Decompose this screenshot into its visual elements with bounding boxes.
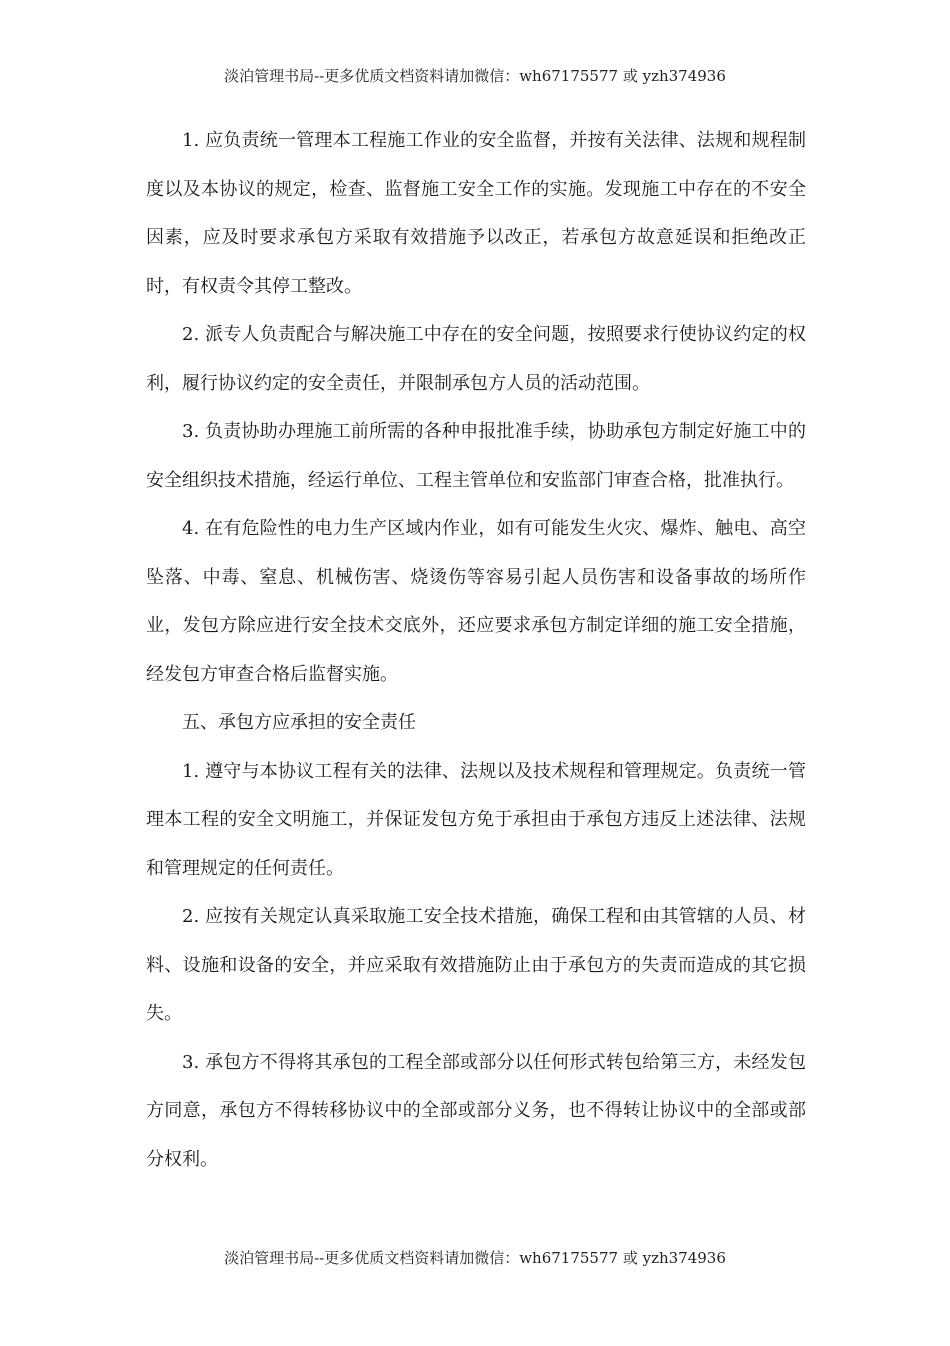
paragraph-clause-4: 4. 在有危险性的电力生产区域内作业，如有可能发生火灾、爆炸、触电、高空坠落、中毒、窒息、机械伤害、烧烫伤等容易引起人员伤害和设备事故的场所作业，发包方除应进行安全技术交底外，还应要求承包方制定详细的施工安全措施，经发包方审查合格后监督实施。: [146, 518, 806, 685]
section-heading-contractor-responsibility: 五、承包方应承担的安全责任: [182, 712, 416, 733]
paragraph-clause-1: 1. 应负责统一管理本工程施工作业的安全监督，并按有关法律、法规和规程制度以及本协议的规定，检查、监督施工安全工作的实施。发现施工中存在的不安全因素，应及时要求承包方采取有效措施予以改正，若承包方故意延误和拒绝改正时，有权责令其停工整改。: [146, 130, 806, 297]
page-footer: 淡泊管理书局--更多优质文档资料请加微信：wh67175577 或 yzh374936: [224, 1249, 726, 1267]
paragraph-contractor-clause-1: 1. 遵守与本协议工程有关的法律、法规以及技术规程和管理规定。负责统一管理本工程的安全文明施工，并保证发包方免于承担由于承包方违反上述法律、法规和管理规定的任何责任。: [146, 760, 806, 879]
paragraph-contractor-clause-2: 2. 应按有关规定认真采取施工安全技术措施，确保工程和由其管辖的人员、材料、设施和设备的安全，并应采取有效措施防止由于承包方的失责而造成的其它损失。: [146, 906, 806, 1024]
document-body: [146, 117, 806, 1184]
paragraph-contractor-clause-3: 3. 承包方不得将其承包的工程全部或部分以任何形式转包给第三方，未经发包方同意，承包方不得转移协议中的全部或部分义务，也不得转让协议中的全部或部分权利。: [146, 1051, 806, 1170]
paragraph-clause-3: 3. 负责协助办理施工前所需的各种申报批准手续，协助承包方制定好施工中的安全组织技术措施，经运行单位、工程主管单位和安监部门审查合格，批准执行。: [146, 421, 806, 491]
paragraph-clause-2: 2. 派专人负责配合与解决施工中存在的安全问题，按照要求行使协议约定的权利，履行协议约定的安全责任，并限制承包方人员的活动范围。: [146, 324, 806, 394]
page-header: 淡泊管理书局--更多优质文档资料请加微信：wh67175577 或 yzh374936: [224, 67, 726, 85]
